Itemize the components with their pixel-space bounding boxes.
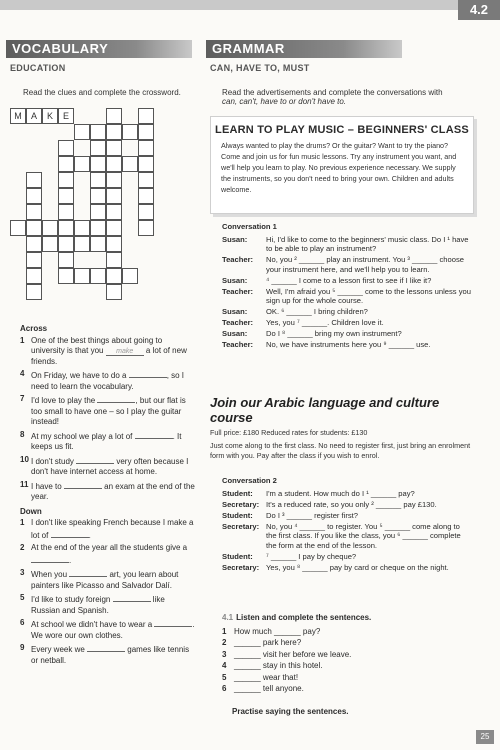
clue-across-8: 8 At my school we play a lot of . It keeps us fit. — [20, 429, 182, 451]
crossword-cell[interactable] — [58, 204, 74, 220]
crossword-cell[interactable] — [74, 124, 90, 140]
line-text: Well, I'm afraid you ⁵ ______ come to the lessons unless you sign up for the whole course. — [266, 286, 471, 305]
crossword-cell[interactable] — [58, 140, 74, 156]
crossword-cell[interactable] — [26, 172, 42, 188]
answer-blank[interactable] — [154, 618, 192, 627]
speaker-label: Teacher: — [222, 340, 254, 349]
speaker-label: Student: — [222, 488, 253, 498]
answer-blank[interactable] — [64, 480, 102, 489]
crossword-cell[interactable]: A — [26, 108, 42, 124]
crossword-cell[interactable]: K — [42, 108, 58, 124]
answer-blank[interactable] — [69, 568, 107, 577]
crossword-cell[interactable] — [90, 236, 106, 252]
clue-across-10: 10 I don't study very often because I don't have internet access at home. — [20, 454, 189, 476]
conv1-line — [222, 340, 472, 350]
crossword-cell[interactable] — [90, 204, 106, 220]
line-text: Do I ⁸ ______ bring my own instrument? — [266, 329, 402, 338]
crossword-cell[interactable] — [106, 204, 122, 220]
listen-sentence: 2 ______ park here? — [222, 638, 302, 647]
crossword-cell[interactable] — [106, 236, 122, 252]
vocabulary-banner: VOCABULARY — [6, 40, 192, 58]
conv1-line — [222, 318, 472, 328]
speaker-label: Student: — [222, 551, 253, 561]
crossword-cell[interactable] — [42, 220, 58, 236]
music-ad-title: LEARN TO PLAY MUSIC – BEGINNERS' CLASS — [215, 124, 469, 136]
crossword-cell[interactable] — [10, 220, 26, 236]
crossword-cell[interactable] — [58, 236, 74, 252]
conv1-line — [222, 276, 472, 286]
conv2-line — [222, 500, 472, 510]
conv1-line — [222, 287, 472, 306]
conv2-line — [222, 511, 472, 521]
clue-down-5: 5 I'd like to study foreign like Russian and Spanish. — [20, 593, 165, 615]
crossword-grid — [10, 108, 190, 318]
crossword-cell[interactable] — [122, 268, 138, 284]
audio-track-badge: 4.1 — [222, 613, 234, 622]
clues — [20, 322, 195, 668]
line-text: Yes, you ⁷ ______. Children love it. — [266, 318, 384, 327]
crossword-cell[interactable]: E — [58, 108, 74, 124]
line-text: I'm a student. How much do I ¹ ______ pay? — [266, 488, 415, 498]
practise-instruction: Practise saying the sentences. — [232, 707, 349, 716]
crossword-cell[interactable] — [90, 140, 106, 156]
line-text: ⁷ ______ I pay by cheque? — [266, 551, 357, 561]
crossword-cell[interactable] — [106, 172, 122, 188]
line-text: It's a reduced rate, so you only ² ______ pay £130. — [266, 499, 437, 509]
crossword-cell[interactable] — [138, 156, 154, 172]
speaker-label: Secretary: — [222, 562, 260, 572]
answer-blank[interactable] — [129, 369, 167, 378]
line-text: Yes, you ⁸ ______ pay by card or cheque on the night. — [266, 562, 449, 572]
crossword-cell[interactable] — [74, 220, 90, 236]
conversation-2 — [222, 476, 472, 574]
crossword-cell[interactable] — [58, 268, 74, 284]
crossword-cell[interactable] — [138, 172, 154, 188]
crossword-cell[interactable] — [26, 220, 42, 236]
vocabulary-instruction: Read the clues and complete the crossword. — [23, 88, 181, 97]
crossword-cell[interactable] — [74, 236, 90, 252]
grammar-banner: GRAMMAR — [206, 40, 402, 58]
conv2-line — [222, 522, 472, 551]
conversation-2-title: Conversation 2 — [222, 476, 277, 485]
answer-blank[interactable] — [135, 430, 173, 439]
crossword-cell[interactable] — [90, 268, 106, 284]
crossword-cell[interactable] — [122, 156, 138, 172]
clue-down-3: 3 When you art, you learn about painters like Picasso and Salvador Dalí. — [20, 568, 179, 590]
speaker-label: Student: — [222, 510, 253, 520]
conv2-line — [222, 552, 472, 562]
crossword-cell[interactable] — [106, 140, 122, 156]
listen-sentence: 4 ______ stay in this hotel. — [222, 661, 323, 670]
crossword-cell[interactable] — [138, 204, 154, 220]
arabic-ad-title: Join our Arabic language and culture course — [210, 395, 440, 425]
speaker-label: Teacher: — [222, 255, 254, 264]
line-text: OK. ⁶ ______ I bring children? — [266, 307, 368, 316]
clue-down-9: 9 Every week we games like tennis or netball. — [20, 643, 190, 665]
clue-down-1: 1 I don't like speaking French because I make a lot of . — [20, 518, 194, 540]
arabic-ad-price: Full price: £180 Reduced rates for students: £130 — [210, 428, 368, 437]
speaker-label: Teacher: — [222, 318, 254, 327]
answer-blank[interactable] — [113, 593, 151, 602]
crossword-cell[interactable] — [58, 220, 74, 236]
crossword-cell[interactable] — [106, 252, 122, 268]
conv2-line — [222, 489, 472, 499]
crossword-cell[interactable] — [26, 284, 42, 300]
speaker-label: Teacher: — [222, 286, 254, 296]
conversation-1 — [222, 222, 472, 351]
crossword-cell[interactable] — [42, 236, 58, 252]
clue-across-11: 11 I have to an exam at the end of the year. — [20, 479, 195, 501]
clues-across-heading: Across — [20, 324, 48, 333]
speaker-label: Susan: — [222, 307, 248, 316]
conv2-line — [222, 563, 472, 573]
crossword-cell[interactable] — [58, 156, 74, 172]
crossword-cell[interactable]: M — [10, 108, 26, 124]
top-bar — [0, 0, 500, 10]
crossword-cell[interactable] — [138, 140, 154, 156]
crossword-cell[interactable] — [106, 124, 122, 140]
music-ad-text: Always wanted to play the drums? Or the guitar? Want to try the piano? Come and join us for fun music lessons. Try any instrument you want, and we'll help you learn to play. No previous experience necessary. We supply the instruments, so you don't need to bring your own. Children and adults welcome. — [221, 141, 457, 194]
crossword-cell[interactable] — [138, 188, 154, 204]
line-text: No, you ⁴ ______ to register. You ⁵ ______ come along to the first class. If you like the class, you ⁶ ______ complete the form at the end of the lesson. — [266, 521, 461, 550]
speaker-label: Susan: — [222, 234, 248, 244]
crossword-cell[interactable] — [90, 156, 106, 172]
answer-blank[interactable] — [87, 643, 125, 652]
listen-sentence: 6 ______ tell anyone. — [222, 684, 304, 693]
listen-exercise — [222, 612, 462, 695]
grammar-subtitle: CAN, HAVE TO, MUST — [210, 63, 310, 73]
clues-down-heading: Down — [20, 506, 42, 516]
speaker-label: Secretary: — [222, 499, 260, 509]
vocabulary-subtitle: EDUCATION — [10, 63, 66, 73]
conv1-line — [222, 235, 472, 254]
crossword-cell[interactable] — [122, 124, 138, 140]
speaker-label: Secretary: — [222, 521, 260, 531]
conv1-line — [222, 255, 472, 274]
crossword-cell[interactable] — [90, 172, 106, 188]
crossword-cell[interactable] — [58, 172, 74, 188]
listen-sentence: 1 How much ______ pay? — [222, 626, 321, 636]
arabic-ad-text: Just come along to the first class. No need to register first, just bring an enrolment form with you. Pay after the class if you wish to enrol. — [210, 441, 471, 460]
line-text: Hi, I'd like to come to the beginners' music class. Do I ¹ have to be able to play an instrument? — [266, 234, 469, 253]
speaker-label: Susan: — [222, 329, 248, 338]
crossword-cell[interactable] — [90, 124, 106, 140]
crossword-cell[interactable] — [106, 220, 122, 236]
crossword-cell[interactable] — [106, 268, 122, 284]
crossword-cell[interactable] — [106, 156, 122, 172]
crossword-cell[interactable] — [90, 188, 106, 204]
clue-across-4: 4 On Friday, we have to do a , so I need to learn the vocabulary. — [20, 369, 185, 391]
listen-title: Listen and complete the sentences. — [236, 613, 372, 622]
listen-sentence: 5 ______ wear that! — [222, 672, 299, 682]
crossword-cell[interactable] — [58, 188, 74, 204]
crossword-cell[interactable] — [26, 188, 42, 204]
crossword-cell[interactable] — [26, 236, 42, 252]
crossword-cell[interactable] — [106, 284, 122, 300]
page-number: 25 — [476, 730, 494, 744]
conversation-1-title: Conversation 1 — [222, 222, 277, 231]
crossword-cell[interactable] — [26, 204, 42, 220]
clue-across-7: 7 I'd love to play the , but our flat is too small to have one – so I play the guitar instead! — [20, 394, 186, 426]
listen-sentence: 3 ______ visit her before we leave. — [222, 649, 352, 659]
conv1-line — [222, 307, 472, 317]
line-text: Do I ³ ______ register first? — [266, 510, 359, 520]
crossword-cell[interactable] — [138, 220, 154, 236]
unit-number: 4.2 — [458, 0, 500, 20]
clue-across-1: 1 One of the best things about going to university is that you make a lot of new friends. — [20, 335, 187, 366]
answer-blank[interactable]: make — [106, 347, 144, 356]
conv1-line — [222, 329, 472, 339]
answer-blank[interactable] — [76, 455, 114, 464]
crossword-cell[interactable] — [90, 220, 106, 236]
crossword-cell[interactable] — [26, 268, 42, 284]
crossword-cell[interactable] — [74, 156, 90, 172]
crossword-cell[interactable] — [138, 108, 154, 124]
crossword-cell[interactable] — [58, 252, 74, 268]
speaker-label: Susan: — [222, 275, 248, 285]
crossword-cell[interactable] — [106, 188, 122, 204]
across-clues — [20, 336, 195, 503]
line-text: ⁴ ______ I come to a lesson first to see if I like it? — [266, 275, 432, 285]
answer-blank[interactable] — [31, 554, 69, 563]
music-ad — [210, 116, 474, 214]
answer-blank[interactable] — [97, 394, 135, 403]
clue-down-6: 6 At school we didn't have to wear a . We wore our own clothes. — [20, 618, 195, 640]
line-text: No, we have instruments here you ⁹ ______ use. — [266, 340, 431, 349]
crossword-cell[interactable] — [138, 124, 154, 140]
crossword-cell[interactable] — [106, 108, 122, 124]
clue-down-2: 2 At the end of the year all the students give a . — [20, 543, 188, 565]
arabic-ad — [210, 395, 475, 461]
crossword-cell[interactable] — [26, 252, 42, 268]
answer-blank[interactable] — [51, 529, 89, 538]
grammar-instruction: Read the advertisements and complete the conversations with can, can't, have to or don't have to. — [222, 88, 443, 106]
line-text: No, you ² ______ play an instrument. You ³ ______ choose your instrument here, and we'll help you to learn. — [266, 255, 464, 274]
crossword-cell[interactable] — [74, 268, 90, 284]
down-clues — [20, 518, 195, 666]
